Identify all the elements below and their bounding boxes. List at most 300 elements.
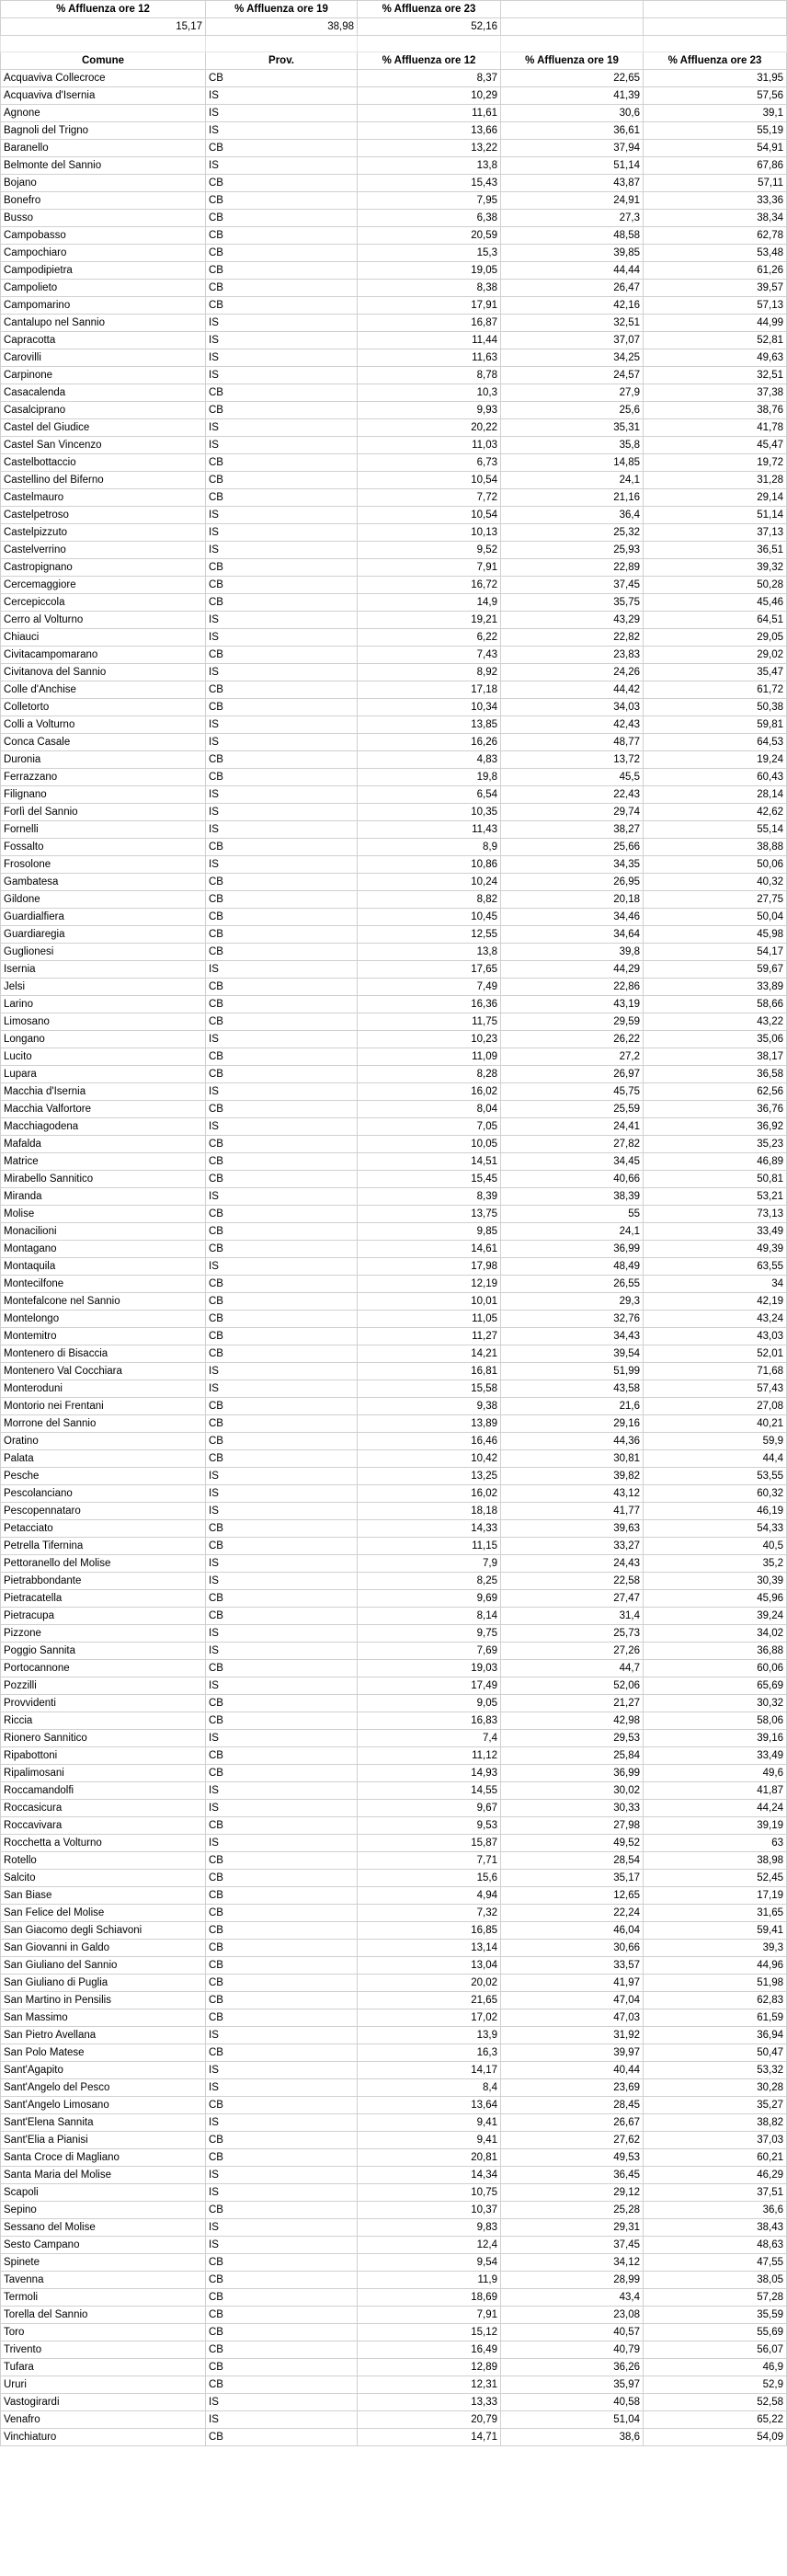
cell-ore19: 39,85 xyxy=(501,245,644,262)
cell-ore12: 16,26 xyxy=(358,734,501,751)
cell-comune: Filignano xyxy=(1,786,206,804)
cell-ore19: 44,7 xyxy=(501,1660,644,1677)
cell-ore12: 13,33 xyxy=(358,2394,501,2411)
cell-comune: Castelbottaccio xyxy=(1,454,206,472)
cell-ore12: 7,95 xyxy=(358,192,501,210)
cell-prov: IS xyxy=(206,1730,358,1747)
cell-ore23: 36,94 xyxy=(644,2027,787,2044)
table-row xyxy=(1,1171,787,1188)
summary-header-row xyxy=(1,1,787,18)
cell-comune: Torella del Sannio xyxy=(1,2307,206,2324)
table-row xyxy=(1,1101,787,1118)
table-row xyxy=(1,2079,787,2097)
cell-comune: Sessano del Molise xyxy=(1,2219,206,2237)
cell-ore19: 25,59 xyxy=(501,1101,644,1118)
cell-comune: Termoli xyxy=(1,2289,206,2307)
cell-ore19: 45,75 xyxy=(501,1083,644,1101)
table-row xyxy=(1,70,787,87)
cell-ore19: 35,31 xyxy=(501,419,644,437)
cell-prov: IS xyxy=(206,1485,358,1503)
cell-prov: CB xyxy=(206,2097,358,2114)
cell-ore23: 30,28 xyxy=(644,2079,787,2097)
cell-prov: CB xyxy=(206,1101,358,1118)
table-row xyxy=(1,891,787,909)
table-row xyxy=(1,2376,787,2394)
cell-ore23: 57,28 xyxy=(644,2289,787,2307)
cell-ore19: 24,91 xyxy=(501,192,644,210)
table-row xyxy=(1,2149,787,2167)
table-row xyxy=(1,577,787,594)
cell-ore19: 43,87 xyxy=(501,175,644,192)
cell-ore19: 21,6 xyxy=(501,1398,644,1415)
cell-prov: IS xyxy=(206,2411,358,2429)
table-row xyxy=(1,1975,787,1992)
table-row xyxy=(1,839,787,856)
cell-comune: Rotello xyxy=(1,1852,206,1870)
cell-ore23: 50,47 xyxy=(644,2044,787,2062)
cell-comune: Trivento xyxy=(1,2341,206,2359)
cell-ore12: 11,44 xyxy=(358,332,501,349)
cell-ore12: 10,54 xyxy=(358,507,501,524)
cell-comune: Provvidenti xyxy=(1,1695,206,1712)
cell-comune: Isernia xyxy=(1,961,206,979)
empty-cell xyxy=(501,36,644,52)
cell-prov: CB xyxy=(206,2149,358,2167)
cell-ore23: 44,99 xyxy=(644,315,787,332)
cell-ore12: 14,51 xyxy=(358,1153,501,1171)
cell-ore19: 29,53 xyxy=(501,1730,644,1747)
cell-prov: CB xyxy=(206,874,358,891)
cell-ore23: 64,51 xyxy=(644,612,787,629)
cell-ore23: 49,39 xyxy=(644,1241,787,1258)
cell-ore12: 8,04 xyxy=(358,1101,501,1118)
cell-ore23: 52,01 xyxy=(644,1345,787,1363)
table-row xyxy=(1,419,787,437)
cell-ore23: 33,36 xyxy=(644,192,787,210)
cell-prov: CB xyxy=(206,891,358,909)
cell-prov: CB xyxy=(206,297,358,315)
cell-ore19: 40,44 xyxy=(501,2062,644,2079)
cell-prov: IS xyxy=(206,664,358,681)
cell-ore12: 15,87 xyxy=(358,1835,501,1852)
cell-prov: CB xyxy=(206,210,358,227)
cell-prov: IS xyxy=(206,2394,358,2411)
cell-ore12: 14,71 xyxy=(358,2429,501,2446)
cell-ore23: 60,43 xyxy=(644,769,787,786)
cell-prov: CB xyxy=(206,1171,358,1188)
cell-prov: IS xyxy=(206,1363,358,1380)
cell-ore19: 35,75 xyxy=(501,594,644,612)
cell-ore19: 41,39 xyxy=(501,87,644,105)
cell-comune: San Massimo xyxy=(1,2009,206,2027)
cell-ore12: 18,18 xyxy=(358,1503,501,1520)
table-row xyxy=(1,2324,787,2341)
cell-ore19: 33,57 xyxy=(501,1957,644,1975)
table-row xyxy=(1,1258,787,1276)
cell-comune: Pizzone xyxy=(1,1625,206,1643)
cell-prov: CB xyxy=(206,1048,358,1066)
cell-ore19: 34,03 xyxy=(501,699,644,716)
cell-ore12: 11,43 xyxy=(358,821,501,839)
cell-ore23: 59,41 xyxy=(644,1922,787,1940)
cell-ore23: 36,51 xyxy=(644,542,787,559)
cell-comune: Guglionesi xyxy=(1,944,206,961)
cell-ore19: 40,79 xyxy=(501,2341,644,2359)
cell-comune: Capracotta xyxy=(1,332,206,349)
cell-ore12: 17,65 xyxy=(358,961,501,979)
cell-prov: IS xyxy=(206,1118,358,1136)
cell-comune: Cercemaggiore xyxy=(1,577,206,594)
cell-prov: CB xyxy=(206,2272,358,2289)
cell-ore12: 20,81 xyxy=(358,2149,501,2167)
cell-comune: Acquaviva Collecroce xyxy=(1,70,206,87)
cell-ore12: 13,04 xyxy=(358,1957,501,1975)
cell-ore19: 51,14 xyxy=(501,157,644,175)
cell-ore19: 27,26 xyxy=(501,1643,644,1660)
table-row xyxy=(1,1450,787,1468)
table-row xyxy=(1,2062,787,2079)
table-row xyxy=(1,489,787,507)
table-row xyxy=(1,681,787,699)
table-row xyxy=(1,1153,787,1171)
cell-ore19: 34,45 xyxy=(501,1153,644,1171)
table-row xyxy=(1,996,787,1013)
cell-ore19: 26,97 xyxy=(501,1066,644,1083)
cell-ore19: 34,35 xyxy=(501,856,644,874)
cell-ore12: 17,91 xyxy=(358,297,501,315)
cell-ore19: 22,86 xyxy=(501,979,644,996)
table-row xyxy=(1,734,787,751)
cell-prov: CB xyxy=(206,1293,358,1311)
cell-comune: Bonefro xyxy=(1,192,206,210)
cell-ore12: 7,9 xyxy=(358,1555,501,1573)
cell-ore12: 18,69 xyxy=(358,2289,501,2307)
cell-ore19: 31,92 xyxy=(501,2027,644,2044)
table-row xyxy=(1,2289,787,2307)
cell-ore12: 13,8 xyxy=(358,157,501,175)
cell-comune: Ripabottoni xyxy=(1,1747,206,1765)
cell-ore12: 12,19 xyxy=(358,1276,501,1293)
cell-ore23: 40,32 xyxy=(644,874,787,891)
cell-ore12: 7,71 xyxy=(358,1852,501,1870)
cell-comune: Campolieto xyxy=(1,280,206,297)
cell-prov: IS xyxy=(206,2237,358,2254)
cell-ore12: 11,63 xyxy=(358,349,501,367)
cell-ore19: 26,22 xyxy=(501,1031,644,1048)
cell-ore19: 26,67 xyxy=(501,2114,644,2132)
cell-comune: Gambatesa xyxy=(1,874,206,891)
cell-ore12: 19,8 xyxy=(358,769,501,786)
cell-ore19: 48,58 xyxy=(501,227,644,245)
cell-prov: CB xyxy=(206,996,358,1013)
table-row xyxy=(1,664,787,681)
cell-ore12: 14,61 xyxy=(358,1241,501,1258)
cell-prov: CB xyxy=(206,489,358,507)
cell-prov: CB xyxy=(206,979,358,996)
cell-ore23: 40,21 xyxy=(644,1415,787,1433)
cell-comune: Civitacampomarano xyxy=(1,647,206,664)
cell-ore19: 24,1 xyxy=(501,472,644,489)
cell-ore12: 12,4 xyxy=(358,2237,501,2254)
cell-ore12: 15,43 xyxy=(358,175,501,192)
cell-ore19: 29,74 xyxy=(501,804,644,821)
cell-ore23: 37,13 xyxy=(644,524,787,542)
cell-comune: Cerro al Volturno xyxy=(1,612,206,629)
cell-ore12: 11,09 xyxy=(358,1048,501,1066)
cell-ore12: 13,25 xyxy=(358,1468,501,1485)
cell-ore19: 27,9 xyxy=(501,384,644,402)
cell-prov: CB xyxy=(206,1975,358,1992)
cell-comune: Ferrazzano xyxy=(1,769,206,786)
cell-ore23: 38,98 xyxy=(644,1852,787,1870)
cell-ore23: 52,9 xyxy=(644,2376,787,2394)
cell-ore23: 34 xyxy=(644,1276,787,1293)
cell-prov: CB xyxy=(206,1415,358,1433)
cell-comune: Montenero Val Cocchiara xyxy=(1,1363,206,1380)
cell-ore12: 20,79 xyxy=(358,2411,501,2429)
cell-comune: Sant'Elia a Pianisi xyxy=(1,2132,206,2149)
cell-comune: Palata xyxy=(1,1450,206,1468)
cell-prov: IS xyxy=(206,105,358,122)
cell-ore23: 62,83 xyxy=(644,1992,787,2009)
cell-ore12: 9,67 xyxy=(358,1800,501,1817)
table-row xyxy=(1,1538,787,1555)
cell-prov: CB xyxy=(206,1136,358,1153)
cell-ore19: 37,45 xyxy=(501,577,644,594)
cell-ore23: 50,06 xyxy=(644,856,787,874)
cell-comune: Lucito xyxy=(1,1048,206,1066)
cell-ore23: 46,19 xyxy=(644,1503,787,1520)
table-row xyxy=(1,1922,787,1940)
cell-prov: CB xyxy=(206,1608,358,1625)
column-header-ore23: % Affluenza ore 23 xyxy=(644,52,787,70)
table-row xyxy=(1,2044,787,2062)
cell-ore23: 61,59 xyxy=(644,2009,787,2027)
cell-ore23: 67,86 xyxy=(644,157,787,175)
cell-prov: CB xyxy=(206,2359,358,2376)
cell-ore23: 36,76 xyxy=(644,1101,787,1118)
table-row xyxy=(1,2219,787,2237)
table-row xyxy=(1,1118,787,1136)
cell-ore19: 22,58 xyxy=(501,1573,644,1590)
table-row xyxy=(1,1782,787,1800)
cell-comune: Mirabello Sannitico xyxy=(1,1171,206,1188)
cell-ore12: 13,89 xyxy=(358,1415,501,1433)
cell-comune: Castelpetroso xyxy=(1,507,206,524)
table-row xyxy=(1,856,787,874)
table-row xyxy=(1,1992,787,2009)
cell-ore23: 32,51 xyxy=(644,367,787,384)
cell-ore23: 57,43 xyxy=(644,1380,787,1398)
cell-comune: Spinete xyxy=(1,2254,206,2272)
table-row xyxy=(1,1608,787,1625)
cell-ore23: 39,1 xyxy=(644,105,787,122)
cell-prov: CB xyxy=(206,1940,358,1957)
cell-prov: CB xyxy=(206,1905,358,1922)
table-row xyxy=(1,1870,787,1887)
cell-ore19: 26,95 xyxy=(501,874,644,891)
cell-ore23: 37,03 xyxy=(644,2132,787,2149)
cell-prov: IS xyxy=(206,349,358,367)
cell-ore19: 29,59 xyxy=(501,1013,644,1031)
cell-ore12: 17,98 xyxy=(358,1258,501,1276)
cell-ore12: 15,6 xyxy=(358,1870,501,1887)
cell-ore12: 8,78 xyxy=(358,367,501,384)
cell-comune: Vinchiaturo xyxy=(1,2429,206,2446)
cell-ore23: 54,91 xyxy=(644,140,787,157)
cell-ore23: 53,21 xyxy=(644,1188,787,1206)
table-row xyxy=(1,612,787,629)
cell-comune: San Biase xyxy=(1,1887,206,1905)
table-row xyxy=(1,2307,787,2324)
table-row xyxy=(1,332,787,349)
cell-comune: Belmonte del Sannio xyxy=(1,157,206,175)
cell-prov: CB xyxy=(206,2044,358,2062)
cell-ore19: 25,6 xyxy=(501,402,644,419)
cell-comune: Conca Casale xyxy=(1,734,206,751)
cell-ore23: 46,9 xyxy=(644,2359,787,2376)
cell-ore12: 20,22 xyxy=(358,419,501,437)
table-row xyxy=(1,1660,787,1677)
cell-prov: CB xyxy=(206,1957,358,1975)
cell-comune: San Polo Matese xyxy=(1,2044,206,2062)
cell-ore19: 24,1 xyxy=(501,1223,644,1241)
cell-ore23: 38,17 xyxy=(644,1048,787,1066)
cell-ore23: 39,16 xyxy=(644,1730,787,1747)
cell-comune: Monacilioni xyxy=(1,1223,206,1241)
cell-ore12: 7,49 xyxy=(358,979,501,996)
table-row xyxy=(1,961,787,979)
cell-comune: Morrone del Sannio xyxy=(1,1415,206,1433)
cell-ore19: 42,16 xyxy=(501,297,644,315)
cell-ore12: 10,13 xyxy=(358,524,501,542)
cell-ore12: 10,24 xyxy=(358,874,501,891)
cell-ore12: 10,45 xyxy=(358,909,501,926)
spacer-row xyxy=(1,36,787,52)
table-row xyxy=(1,1765,787,1782)
cell-ore12: 17,02 xyxy=(358,2009,501,2027)
cell-ore23: 63 xyxy=(644,1835,787,1852)
cell-prov: CB xyxy=(206,1852,358,1870)
cell-ore19: 43,29 xyxy=(501,612,644,629)
table-row xyxy=(1,315,787,332)
cell-comune: Larino xyxy=(1,996,206,1013)
cell-ore12: 13,66 xyxy=(358,122,501,140)
cell-prov: CB xyxy=(206,2009,358,2027)
cell-comune: Montagano xyxy=(1,1241,206,1258)
cell-prov: IS xyxy=(206,629,358,647)
table-row xyxy=(1,472,787,489)
cell-ore12: 15,3 xyxy=(358,245,501,262)
cell-ore19: 12,65 xyxy=(501,1887,644,1905)
cell-ore19: 25,84 xyxy=(501,1747,644,1765)
cell-prov: CB xyxy=(206,1992,358,2009)
summary-values-row xyxy=(1,18,787,36)
table-row xyxy=(1,2272,787,2289)
cell-prov: CB xyxy=(206,926,358,944)
cell-prov: CB xyxy=(206,2254,358,2272)
cell-prov: IS xyxy=(206,2219,358,2237)
cell-ore12: 16,87 xyxy=(358,315,501,332)
cell-ore23: 39,19 xyxy=(644,1817,787,1835)
cell-ore19: 39,97 xyxy=(501,2044,644,2062)
cell-ore23: 45,98 xyxy=(644,926,787,944)
cell-ore12: 15,58 xyxy=(358,1380,501,1398)
cell-comune: Lupara xyxy=(1,1066,206,1083)
cell-ore23: 60,32 xyxy=(644,1485,787,1503)
table-row xyxy=(1,769,787,786)
table-row xyxy=(1,105,787,122)
cell-ore23: 44,4 xyxy=(644,1450,787,1468)
cell-ore23: 17,19 xyxy=(644,1887,787,1905)
cell-ore19: 39,63 xyxy=(501,1520,644,1538)
table-row xyxy=(1,1031,787,1048)
table-row xyxy=(1,192,787,210)
cell-comune: Roccamandolfi xyxy=(1,1782,206,1800)
cell-ore12: 19,05 xyxy=(358,262,501,280)
cell-comune: Gildone xyxy=(1,891,206,909)
cell-prov: IS xyxy=(206,437,358,454)
cell-ore19: 34,64 xyxy=(501,926,644,944)
cell-ore19: 36,26 xyxy=(501,2359,644,2376)
cell-prov: CB xyxy=(206,2376,358,2394)
cell-prov: IS xyxy=(206,1625,358,1643)
cell-prov: IS xyxy=(206,821,358,839)
cell-ore23: 41,78 xyxy=(644,419,787,437)
cell-prov: IS xyxy=(206,1188,358,1206)
cell-comune: Pietracatella xyxy=(1,1590,206,1608)
cell-ore23: 34,02 xyxy=(644,1625,787,1643)
cell-ore19: 48,77 xyxy=(501,734,644,751)
cell-ore12: 13,85 xyxy=(358,716,501,734)
cell-prov: CB xyxy=(206,454,358,472)
cell-comune: Sant'Elena Sannita xyxy=(1,2114,206,2132)
cell-ore12: 14,93 xyxy=(358,1765,501,1782)
cell-ore23: 60,06 xyxy=(644,1660,787,1677)
cell-prov: IS xyxy=(206,2114,358,2132)
cell-ore23: 73,13 xyxy=(644,1206,787,1223)
column-header-ore19: % Affluenza ore 19 xyxy=(501,52,644,70)
cell-ore19: 20,18 xyxy=(501,891,644,909)
cell-ore23: 36,58 xyxy=(644,1066,787,1083)
cell-ore12: 16,3 xyxy=(358,2044,501,2062)
cell-ore12: 9,75 xyxy=(358,1625,501,1643)
cell-ore23: 39,57 xyxy=(644,280,787,297)
table-row xyxy=(1,542,787,559)
cell-ore12: 6,54 xyxy=(358,786,501,804)
cell-ore12: 13,64 xyxy=(358,2097,501,2114)
cell-prov: CB xyxy=(206,1398,358,1415)
cell-ore23: 19,24 xyxy=(644,751,787,769)
cell-comune: Portocannone xyxy=(1,1660,206,1677)
cell-ore12: 10,37 xyxy=(358,2202,501,2219)
cell-comune: Colle d'Anchise xyxy=(1,681,206,699)
cell-comune: Castel San Vincenzo xyxy=(1,437,206,454)
cell-ore23: 71,68 xyxy=(644,1363,787,1380)
cell-ore19: 25,66 xyxy=(501,839,644,856)
cell-ore23: 57,13 xyxy=(644,297,787,315)
cell-ore23: 39,24 xyxy=(644,1608,787,1625)
cell-comune: Guardiaregia xyxy=(1,926,206,944)
table-row xyxy=(1,402,787,419)
table-row xyxy=(1,1800,787,1817)
table-row xyxy=(1,1013,787,1031)
table-row xyxy=(1,1555,787,1573)
cell-comune: Sant'Angelo del Pesco xyxy=(1,2079,206,2097)
cell-comune: Longano xyxy=(1,1031,206,1048)
cell-comune: Miranda xyxy=(1,1188,206,1206)
cell-ore23: 38,43 xyxy=(644,2219,787,2237)
